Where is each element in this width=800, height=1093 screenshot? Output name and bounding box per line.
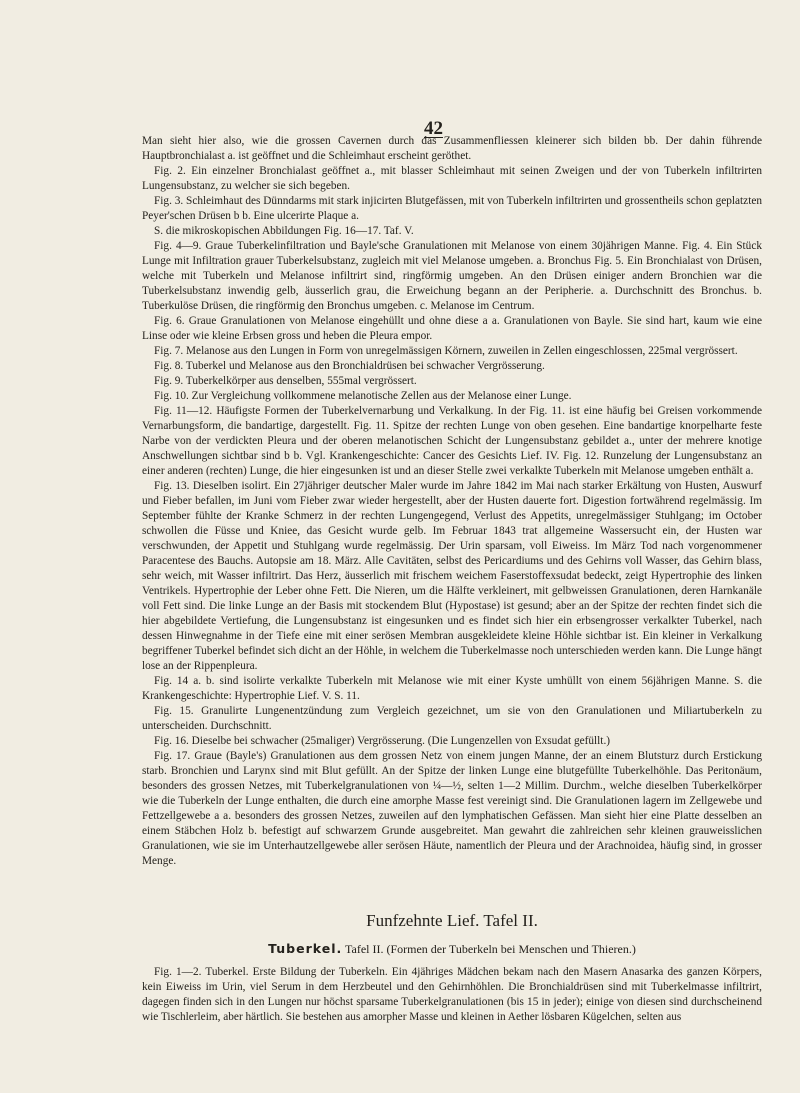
paragraph: Fig. 17. Graue (Bayle's) Granulationen aus dem grossen Netz von einem jungen Manne, der an einem Blutsturz durch Erstickung starb. Bronchien und Larynx sind mit Blut gefüllt. An der Spitze der linken Lunge eine blutgefüllte Tuberkelhöhle. Das Peritonäum, besonders des grossen Netzes, mit Tuberkelgranulationen von ¼—½, selten 1—2 Millim. Durchm., welche dieselben Tuberkelkörper wie die Tuberkeln der Lunge enthalten, die durch eine amorphe Masse fest vereinigt sind. Die Granulationen lagern im Zellgewebe und Fettzellgewebe a a. besonders des grossen Netzes, zuweilen auf den lymphatischen Gefässen. Man sieht hier eine Platte desselben an einem Stäbchen Holz b. befestigt auf schwarzem Grunde ausgebreitet. Man gewahrt die zahlreichen sehr kleinen grauweisslichen Granulationen, wie sie im Unterhautzellgewebe aller serösen Häute, namentlich der Pleura und der Arachnoidea, häufig sind, in grosser Menge. (142, 750, 762, 867)
paragraph: Fig. 16. Dieselbe bei schwacher (25maliger) Vergrösserung. (Die Lungenzellen von Exsudat gefüllt.) (154, 735, 611, 747)
section-subheading-text: Tafel II. (Formen der Tuberkeln bei Menschen und Thieren.) (342, 942, 636, 956)
paragraph: Fig. 13. Dieselben isolirt. Ein 27jähriger deutscher Maler wurde im Jahre 1842 im Mai nach starker Erkältung von Husten, Auswurf und Fieber befallen, im Juni vom Fieber zwar wieder hergestellt, aber der Husten dauerte fort. Digestion fortwährend regelmässig. Im September fühlte der Kranke Schmerz in der rechten Lungengegend, Verlust des Appetits, unregelmässiger Stuhlgang; im October schwollen die Füsse und Kniee, das Gesicht wurde gelb. Im Februar 1843 trat allgemeine Wassersucht ein, der Husten war verschwunden, der Appetit und Stuhlgang wurde regelmässig. Der Urin sparsam, voll Eiweiss. Im März Tod nach vorgenommener Paracentese des Bauchs. Autopsie am 18. März. Alle Cavitäten, selbst des Pericardiums und des Gehirns voll Wasser, das Gehirn blass, sehr weich, mit Wasser infiltrirt. Das Herz, äusserlich mit frischem weichem Faserstoffexsudat bedeckt, zeigt Hypertrophie des linken Ventrikels. Hypertrophie der Leber ohne Fett. Die Nieren, um die Hälfte verkleinert, mit gelbweissen Granulationen, deren Harnkanäle voll Fett sind. Die linke Lunge an der Basis mit stockendem Blut (Hypostase) ist gesund; aber an der Spitze der rechten findet sich die hier abgebildete Vertiefung, die Lungensubstanz ist eingesunken und es findet sich hier ein erbsengrosser verkalkter Tuberkel, nach dessen Hinwegnahme in der Tiefe eine mit einer serösen Membran ausgekleidete kleine Höhle sichtbar ist. Ein kleiner in Verkalkung begriffener Tuberkel befindet sich dicht an der Höhle, in welchem die Tuberkelmasse noch unterschieden werden kann. Die Lunge hängt lose an der Rippenpleura. (142, 480, 762, 672)
paragraph: Fig. 6. Graue Granulationen von Melanose eingehüllt und ohne diese a a. Granulationen von Bayle. Sie sind hart, kaum wie eine Linse oder wie kleine Erbsen gross und heben die Pleura empor. (142, 315, 762, 342)
paragraph: Fig. 2. Ein einzelner Bronchialast geöffnet a., mit blasser Schleimhaut mit seinen Zweigen und der von Tuberkeln infiltrirten Lungensubstanz, zu welcher sie sich begeben. (142, 165, 762, 192)
paragraph: Fig. 3. Schleimhaut des Dünndarms mit stark injicirten Blutgefässen, mit von Tuberkeln infiltrirten und grossentheils schon geplatzten Peyer'schen Drüsen b b. Eine ulcerirte Plaque a. (142, 195, 762, 222)
body-text (142, 134, 762, 869)
paragraph: Fig. 1—2. Tuberkel. Erste Bildung der Tuberkeln. Ein 4jähriges Mädchen bekam nach den Masern Anasarka des ganzen Körpers, kein Eiweiss im Urin, viel Serum in dem Herzbeutel und den Gehirnhöhlen. Die Bronchialdrüsen sind mit Tuberkelmasse infiltrirt, dagegen finden sich in den Lungen nur höchst sparsame Tuberkelgranulationen (bis 15 in jeder); einige von diesen sind durchscheinend wie Tischlerleim, aber härtlich. Sie bestehen aus amorpher Masse und kleinen in Aether lösbaren Kügelchen, selten aus (142, 966, 762, 1023)
page-number: 42 (424, 118, 443, 139)
paragraph: Man sieht hier also, wie die grossen Cavernen durch das Zusammenfliessen kleinerer sich bilden bb. Der dahin führende Hauptbronchialast a. ist geöffnet und die Schleimhaut erscheint geröthet. (142, 135, 762, 162)
section-subheading (142, 941, 762, 957)
paragraph: Fig. 15. Granulirte Lungenentzündung zum Vergleich gezeichnet, um sie von den Granulationen und Miliartuberkeln zu unterscheiden. Durchschnitt. (142, 705, 762, 732)
section-heading: Funfzehnte Lief. Tafel II. (366, 911, 538, 930)
paragraph: Fig. 14 a. b. sind isolirte verkalkte Tuberkeln mit Melanose wie mit einer Kyste umhüllt von einem 56jährigen Manne. S. die Krankengeschichte: Hypertrophie Lief. V. S. 11. (142, 675, 762, 702)
section-keyword: Tuberkel. (268, 941, 343, 956)
paragraph: Fig. 8. Tuberkel und Melanose aus den Bronchialdrüsen bei schwacher Vergrösserung. (154, 360, 545, 372)
paragraph: Fig. 10. Zur Vergleichung vollkommene melanotische Zellen aus der Melanose einer Lunge. (154, 390, 572, 402)
paragraph: Fig. 7. Melanose aus den Lungen in Form von unregelmässigen Körnern, zuweilen in Zellen eingeschlossen, 225mal vergrössert. (154, 345, 738, 357)
paragraph: Fig. 9. Tuberkelkörper aus denselben, 555mal vergrössert. (154, 375, 417, 387)
paragraph: Fig. 11—12. Häufigste Formen der Tuberkelvernarbung und Verkalkung. In der Fig. 11. ist eine häufig bei Greisen vorkommende Vernarbungsform, die bandartige, dargestellt. Fig. 11. Spitze der rechten Lunge von oben gesehen. Eine bandartige knorpelharte feste Narbe von der verdickten Pleura und der oberen melanotischen Schicht der Lungensubstanz gebildet a., unter der mehrere knotige Anschwellungen sichtbar sind b b. Vgl. Krankengeschichte: Cancer des Gesichts Lief. IV. Fig. 12. Runzelung der Lungensubstanz an einer anderen (rechten) Lunge, die hier eingesunken ist und an dieser Stelle zwei verkalkte Tuberkeln mit Melanose umgeben enthält a. (142, 405, 762, 477)
paragraph: Fig. 4—9. Graue Tuberkelinfiltration und Bayle'sche Granulationen mit Melanose von einem 30jährigen Manne. Fig. 4. Ein Stück Lunge mit Infiltration grauer Tuberkelsubstanz, zugleich mit viel Melanose umgeben. a. Bronchus Fig. 5. Ein Bronchialast von Drüsen, welche mit Tuberkeln und Melanose infiltrirt sind, ringförmig umgeben. An den Drüsen einiger andern Bronchien war die Tuberkelsubstanz inwendig gelb, äusserlich grau, die Erweichung begann an der Peripherie. a. Durchschnitt des Bronchus. b. Tuberkulöse Drüsen, die ringförmig den Bronchus umgeben. c. Melanose im Centrum. (142, 240, 762, 312)
paragraph: S. die mikroskopischen Abbildungen Fig. 16—17. Taf. V. (154, 225, 414, 237)
